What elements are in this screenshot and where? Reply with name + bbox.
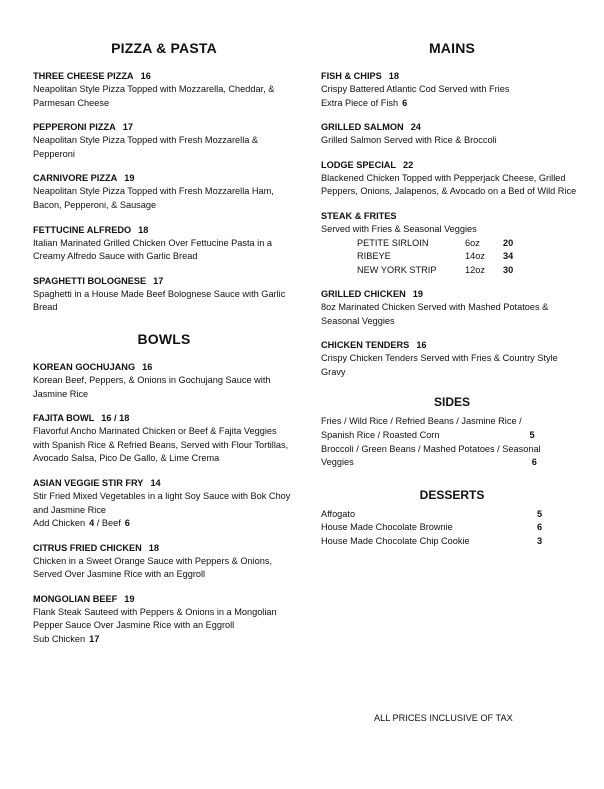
- item-description: Stir Fried Mixed Vegetables in a light Soy Sauce with Bok Choy and Jasmine Rice: [33, 490, 291, 515]
- addon-price: 6: [402, 97, 408, 108]
- item-name: PEPPERONI PIZZA: [33, 122, 116, 133]
- item-description: Neapolitan Style Pizza Topped with Fresh Mozzarella & Pepperoni: [33, 135, 259, 159]
- addon-label: Add Chicken: [33, 518, 86, 529]
- item-price: 19: [124, 173, 135, 184]
- addon-label: Sub Chicken: [33, 634, 86, 645]
- item-description: Flank Steak Sauteed with Peppers & Onions in a Mongolian Pepper Sauce Over Jasmine Rice with an Eggroll: [33, 606, 277, 631]
- item-description: Chicken in a Sweet Orange Sauce with Peppers & Onions, Served Over Jasmine Rice with an Eggroll: [33, 555, 273, 580]
- dessert-name: House Made Chocolate Chip Cookie: [321, 536, 470, 546]
- steak-size: 6oz: [465, 237, 480, 248]
- item-price: 19: [124, 593, 135, 604]
- item-name: KOREAN GOCHUJANG: [33, 361, 136, 372]
- menu-item: [33, 361, 295, 401]
- sides-group-b-line: [321, 456, 583, 470]
- section-title-sides: SIDES: [433, 395, 470, 410]
- steak-cut: PETITE SIRLOIN: [357, 237, 429, 248]
- sides-group-b-text: Veggies: [321, 457, 354, 468]
- item-name: CARNIVORE PIZZA: [33, 173, 118, 184]
- item-name: STEAK & FRITES: [321, 210, 397, 221]
- menu-item: [321, 339, 583, 379]
- item-price: 16: [416, 340, 427, 351]
- item-description: Flavorful Ancho Marinated Chicken or Beef & Fajita Veggies with Spanish Rice & Refried Beans, Served with Flour Tortillas, Avocado Salsa, Pico De Gallo, & Lime Crema: [33, 426, 289, 464]
- dessert-name: House Made Chocolate Brownie: [321, 522, 453, 533]
- footer-note: ALL PRICES INCLUSIVE OF TAX: [374, 713, 513, 723]
- item-description: Korean Beef, Peppers, & Onions in Gochujang Sauce with Jasmine Rice: [33, 374, 271, 399]
- item-price: 19: [412, 289, 423, 300]
- item-price: 16: [140, 71, 151, 81]
- item-description: Spaghetti in a House Made Beef Bolognese Sauce with Garlic Bread: [33, 288, 286, 313]
- right-column: [321, 40, 583, 549]
- steak-size: 14oz: [465, 251, 485, 262]
- item-description: Neapolitan Style Pizza Topped with Mozzarella, Cheddar, & Parmesan Cheese: [33, 84, 275, 108]
- steak-price: 34: [503, 251, 514, 262]
- item-price: 18: [388, 71, 399, 81]
- menu-item: [321, 288, 583, 328]
- item-name: FISH & CHIPS: [321, 71, 382, 81]
- section-title-bowls: BOWLS: [137, 330, 191, 347]
- steak-size: 12oz: [465, 264, 485, 275]
- menu-item: [33, 121, 295, 161]
- item-price: 16 / 18: [101, 413, 130, 424]
- item-name: FAJITA BOWL: [33, 413, 95, 424]
- menu-item: [33, 477, 295, 531]
- dessert-price: 5: [537, 508, 543, 519]
- item-price: 14: [150, 477, 161, 488]
- left-column: [33, 40, 295, 658]
- addon-price: 6: [124, 518, 130, 529]
- addon-price: 17: [89, 634, 100, 645]
- addon-label: / Beef: [96, 518, 121, 529]
- menu-item: [33, 275, 295, 315]
- menu-item: [321, 121, 583, 148]
- item-name: GRILLED CHICKEN: [321, 289, 406, 300]
- item-price: 24: [410, 122, 421, 133]
- steak-cut: RIBEYE: [357, 251, 391, 262]
- section-title-pizza-pasta: PIZZA & PASTA: [111, 40, 217, 56]
- item-price: 17: [153, 275, 164, 286]
- section-title-desserts: DESSERTS: [419, 487, 485, 502]
- dessert-name: Affogato: [321, 508, 356, 519]
- steak-option: [321, 237, 583, 251]
- menu-item: [33, 172, 295, 212]
- menu-item: [33, 70, 295, 110]
- item-name: SPAGHETTI BOLOGNESE: [33, 275, 147, 286]
- item-price: 18: [148, 542, 159, 553]
- menu-item: [33, 412, 295, 466]
- item-name: MONGOLIAN BEEF: [33, 593, 118, 604]
- item-price: 16: [142, 361, 153, 372]
- item-description: Crispy Battered Atlantic Cod Served with Fries: [321, 84, 510, 94]
- dessert-price: 6: [537, 522, 543, 533]
- addon-price: 4: [89, 518, 95, 529]
- item-addon: [33, 517, 295, 531]
- item-name: CITRUS FRIED CHICKEN: [33, 542, 142, 553]
- item-price: 17: [122, 122, 133, 133]
- item-name: ASIAN VEGGIE STIR FRY: [33, 477, 144, 488]
- menu-item: [321, 159, 583, 199]
- menu-item: [33, 542, 295, 582]
- item-description: Grilled Salmon Served with Rice & Broccoli: [321, 135, 497, 146]
- sides-group-a-text: Spanish Rice / Roasted Corn: [321, 430, 440, 441]
- item-description: Crispy Chicken Tenders Served with Fries & Country Style Gravy: [321, 353, 558, 377]
- dessert-item: [321, 521, 583, 535]
- dessert-item: [321, 508, 583, 522]
- item-name: GRILLED SALMON: [321, 122, 404, 133]
- item-price: 18: [138, 224, 149, 235]
- steak-cut: NEW YORK STRIP: [357, 264, 437, 275]
- menu-item: [33, 593, 295, 647]
- item-description: Blackened Chicken Topped with Pepperjack Cheese, Grilled Peppers, Onions, Jalapenos, & Avocado on a Bed of Wild Rice: [321, 172, 577, 197]
- item-description: Neapolitan Style Pizza Topped with Fresh Mozzarella Ham, Bacon, Pepperoni, & Sausage: [33, 186, 274, 210]
- item-name: LODGE SPECIAL: [321, 159, 397, 170]
- menu-item: [321, 70, 583, 110]
- item-description: Italian Marinated Grilled Chicken Over Fettucine Pasta in a Creamy Alfredo Sauce with Garlic Bread: [33, 237, 272, 262]
- dessert-item: [321, 535, 583, 549]
- item-name: FETTUCINE ALFREDO: [33, 224, 132, 235]
- addon-label: Extra Piece of Fish: [321, 97, 399, 108]
- dessert-price: 3: [537, 536, 543, 546]
- sides-group-a-line: Fries / Wild Rice / Refried Beans / Jasmine Rice /: [321, 416, 522, 427]
- item-description: 8oz Marinated Chicken Served with Mashed Potatoes & Seasonal Veggies: [321, 302, 549, 326]
- steak-price: 30: [503, 264, 514, 275]
- item-addon: [321, 97, 583, 111]
- item-addon: [33, 633, 295, 647]
- item-name: THREE CHEESE PIZZA: [33, 71, 134, 81]
- sides-group-a-price: 5: [529, 430, 535, 441]
- item-price: 22: [403, 159, 414, 170]
- sides-group-b-line: Broccoli / Green Beans / Mashed Potatoes / Seasonal: [321, 443, 541, 454]
- steak-option: [321, 250, 583, 264]
- steak-option: [321, 264, 583, 278]
- sides-group-b-price: 6: [531, 457, 537, 468]
- item-name: CHICKEN TENDERS: [321, 340, 410, 351]
- menu-item: [33, 224, 295, 264]
- sides-group-a-line: [321, 429, 583, 443]
- item-description: Served with Fries & Seasonal Veggies: [321, 223, 477, 234]
- menu-item: [321, 210, 583, 277]
- section-title-mains: MAINS: [428, 40, 476, 56]
- steak-price: 20: [503, 237, 514, 248]
